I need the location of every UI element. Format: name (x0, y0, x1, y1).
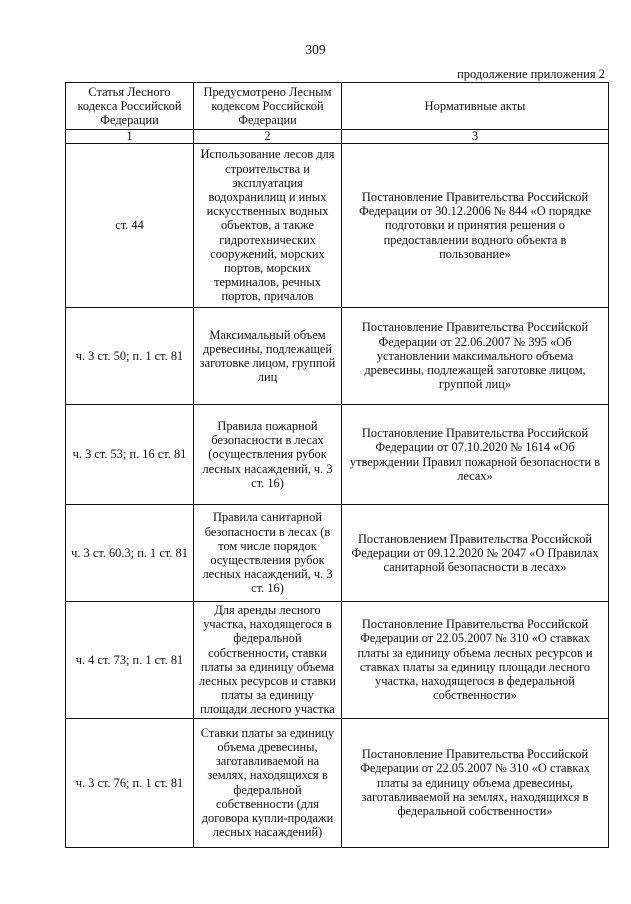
article-cell: ч. 4 ст. 73; п. 1 ст. 81 (66, 602, 194, 719)
article-cell: ч. 3 ст. 76; п. 1 ст. 81 (66, 718, 194, 847)
provision-cell: Правила санитарной безопасности в лесах (в том числе порядок осуществления рубок лесных насаждений, ч. 3 ст. 16) (194, 505, 342, 602)
act-cell: Постановлением Правительства Российской Федерации от 09.12.2020 № 2047 «О Правилах санитарной безопасности в лесах» (342, 505, 609, 602)
act-cell: Постановление Правительства Российской Федерации от 22.05.2007 № 310 «О ставках платы за единицу объема лесных ресурсов и ставках платы за единицу площади лесного участка, находящегося в федеральной собственности» (342, 602, 609, 719)
column-number-row (66, 130, 609, 144)
header-article: Статья Лесного кодекса Российской Федерации (66, 83, 194, 130)
page-number: 309 (305, 42, 326, 57)
act-cell: Постановление Правительства Российской Федерации от 22.05.2007 № 310 «О ставках платы за единицу объема древесины, заготавливаемой на землях, находящихся в федеральной собственности» (342, 718, 609, 847)
provision-cell: Для аренды лесного участка, находящегося в федеральной собственности, ставки платы за единицу объема лесных ресурсов и ставки платы за единицу площади лесного участка (194, 602, 342, 719)
column-number: 2 (194, 130, 342, 144)
act-cell: Постановление Правительства Российской Федерации от 07.10.2020 № 1614 «Об утверждении Правил пожарной безопасности в лесах» (342, 405, 609, 505)
provision-cell: Использование лесов для строительства и эксплуатация водохранилищ и иных искусственных водных объектов, а также гидротехнических сооружений, морских портов, морских терминалов, речных портов, причалов (194, 144, 342, 308)
article-cell: ст. 44 (66, 144, 194, 308)
header-provision: Предусмотрено Лесным кодексом Российской Федерации (194, 83, 342, 130)
article-cell: ч. 3 ст. 60.3; п. 1 ст. 81 (66, 505, 194, 602)
act-cell: Постановление Правительства Российской Федерации от 22.06.2007 № 395 «Об установлении максимального объема древесины, подлежащей заготовке лицом, группой лиц» (342, 308, 609, 405)
act-cell: Постановление Правительства Российской Федерации от 30.12.2006 № 844 «О порядке подготовки и принятия решения о предоставлении водного объекта в пользование» (342, 144, 609, 308)
continuation-note: продолжение приложения 2 (457, 67, 605, 81)
table-row (66, 144, 609, 308)
table-row (66, 405, 609, 505)
provision-cell: Ставки платы за единицу объема древесины, заготавливаемой на землях, находящихся в федеральной собственности (для договора купли-продажи лесных насаждений) (194, 718, 342, 847)
table-row (66, 718, 609, 847)
article-cell: ч. 3 ст. 53; п. 16 ст. 81 (66, 405, 194, 505)
column-number: 1 (66, 130, 194, 144)
legal-acts-table (65, 82, 609, 848)
column-number: 3 (342, 130, 609, 144)
article-cell: ч. 3 ст. 50; п. 1 ст. 81 (66, 308, 194, 405)
table-row (66, 505, 609, 602)
provision-cell: Правила пожарной безопасности в лесах (осуществления рубок лесных насаждений, ч. 3 ст. 16) (194, 405, 342, 505)
header-acts: Нормативные акты (342, 83, 609, 130)
provision-cell: Максимальный объем древесины, подлежащей заготовке лицом, группой лиц (194, 308, 342, 405)
table-row (66, 308, 609, 405)
table-row (66, 602, 609, 719)
table-header-row (66, 83, 609, 130)
